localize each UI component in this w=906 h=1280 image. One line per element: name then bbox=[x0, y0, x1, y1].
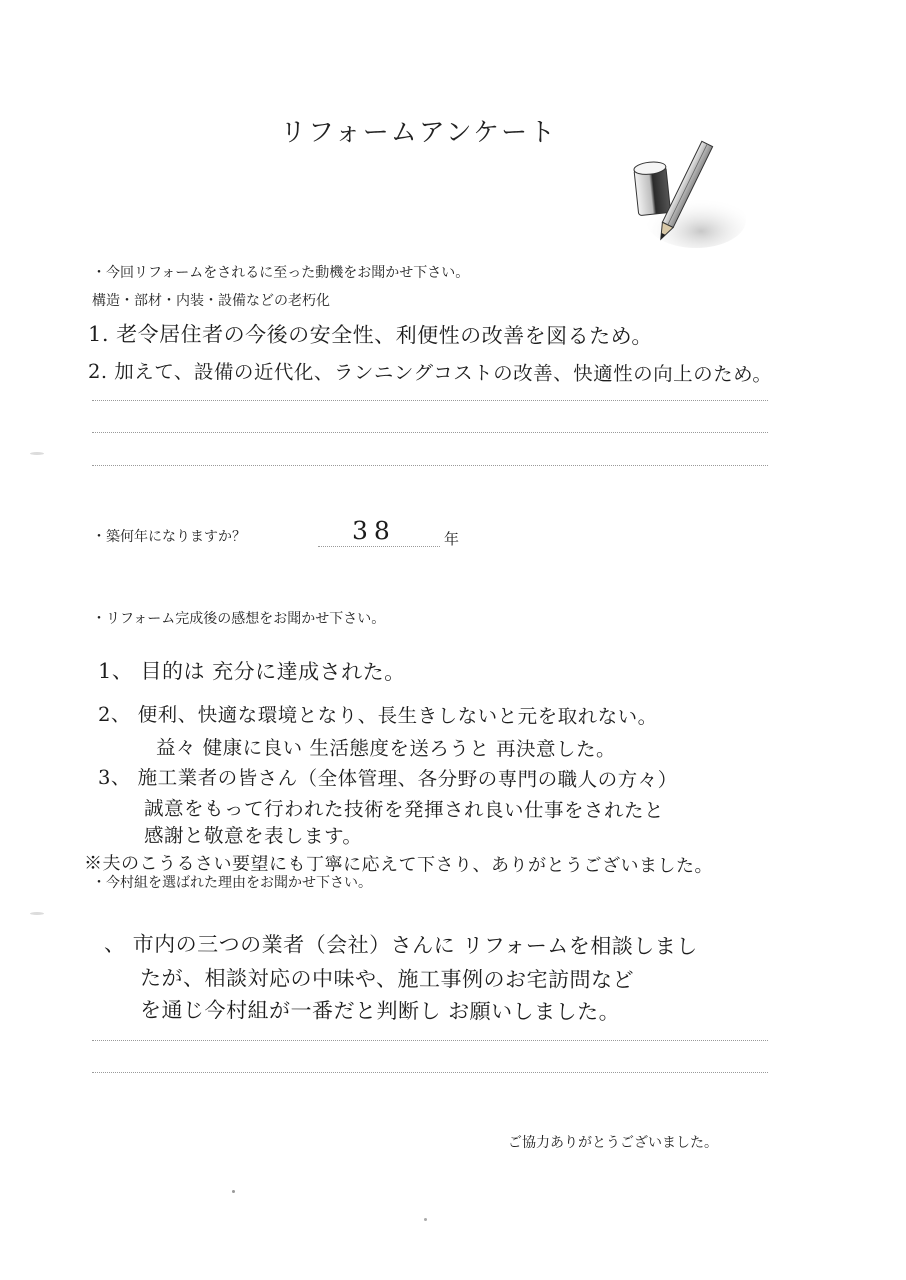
q3-answer-line-2: 2、 便利、快適な環境となり、長生きしないと元を取れない。 bbox=[97, 703, 658, 729]
age-answer-rule bbox=[318, 546, 440, 547]
answer-rule bbox=[92, 432, 768, 433]
q4-answer-line-1: 、 市内の三つの業者（会社）さんに リフォームを相談しまし bbox=[103, 932, 698, 959]
q1-answer-line-2: 2. 加えて、設備の近代化、ランニングコストの改善、快適性の向上のため。 bbox=[87, 360, 773, 386]
answer-rule bbox=[92, 400, 768, 401]
scan-mark bbox=[30, 452, 44, 455]
q3-answer-line-5: 誠意をもって行われた技術を発揮され良い仕事をされたと bbox=[143, 797, 665, 823]
building-age-answer: 38 bbox=[351, 516, 396, 546]
building-age-unit: 年 bbox=[444, 530, 460, 548]
pencil-and-eraser-illustration bbox=[628, 128, 746, 250]
q1-answer-line-1: 1. 老令居住者の今後の安全性、利便性の改善を図るため。 bbox=[87, 322, 653, 349]
question-4: ・今村組を選ばれた理由をお聞かせ下さい。 bbox=[92, 875, 372, 891]
q4-answer-line-3: を通じ今村組が一番だと判断し お願いしました。 bbox=[139, 998, 621, 1025]
q3-answer-line-6: 感謝と敬意を表します。 bbox=[143, 824, 363, 848]
answer-rule bbox=[92, 1072, 768, 1073]
question-1: ・今回リフォームをされるに至った動機をお聞かせ下さい。 bbox=[92, 265, 470, 281]
q3-answer-line-1: 1、 目的は 充分に達成された。 bbox=[97, 659, 406, 685]
page-title: リフォームアンケート bbox=[280, 118, 558, 148]
scan-speck bbox=[424, 1218, 427, 1221]
scan-speck bbox=[232, 1190, 235, 1193]
q3-answer-line-3: 益々 健康に良い 生活態度を送ろうと 再決意した。 bbox=[155, 736, 617, 762]
question-3: ・リフォーム完成後の感想をお聞かせ下さい。 bbox=[92, 611, 386, 627]
thank-you-note: ご協力ありがとうございました。 bbox=[508, 1135, 718, 1151]
q3-answer-note: ※夫のこうるさい要望にも丁寧に応えて下さり、ありがとうございました。 bbox=[83, 853, 714, 877]
answer-rule bbox=[92, 465, 768, 466]
answer-rule bbox=[92, 1040, 768, 1041]
question-2: ・築何年になりますか？ bbox=[92, 529, 246, 545]
q3-answer-line-4: 3、 施工業者の皆さん（全体管理、各分野の専門の職人の方々） bbox=[97, 766, 678, 792]
scan-mark bbox=[30, 912, 44, 915]
question-1-hint: 構造・部材・内装・設備などの老朽化 bbox=[92, 293, 330, 309]
q4-answer-line-2: たが、相談対応の中味や、施工事例のお宅訪問など bbox=[139, 966, 635, 993]
